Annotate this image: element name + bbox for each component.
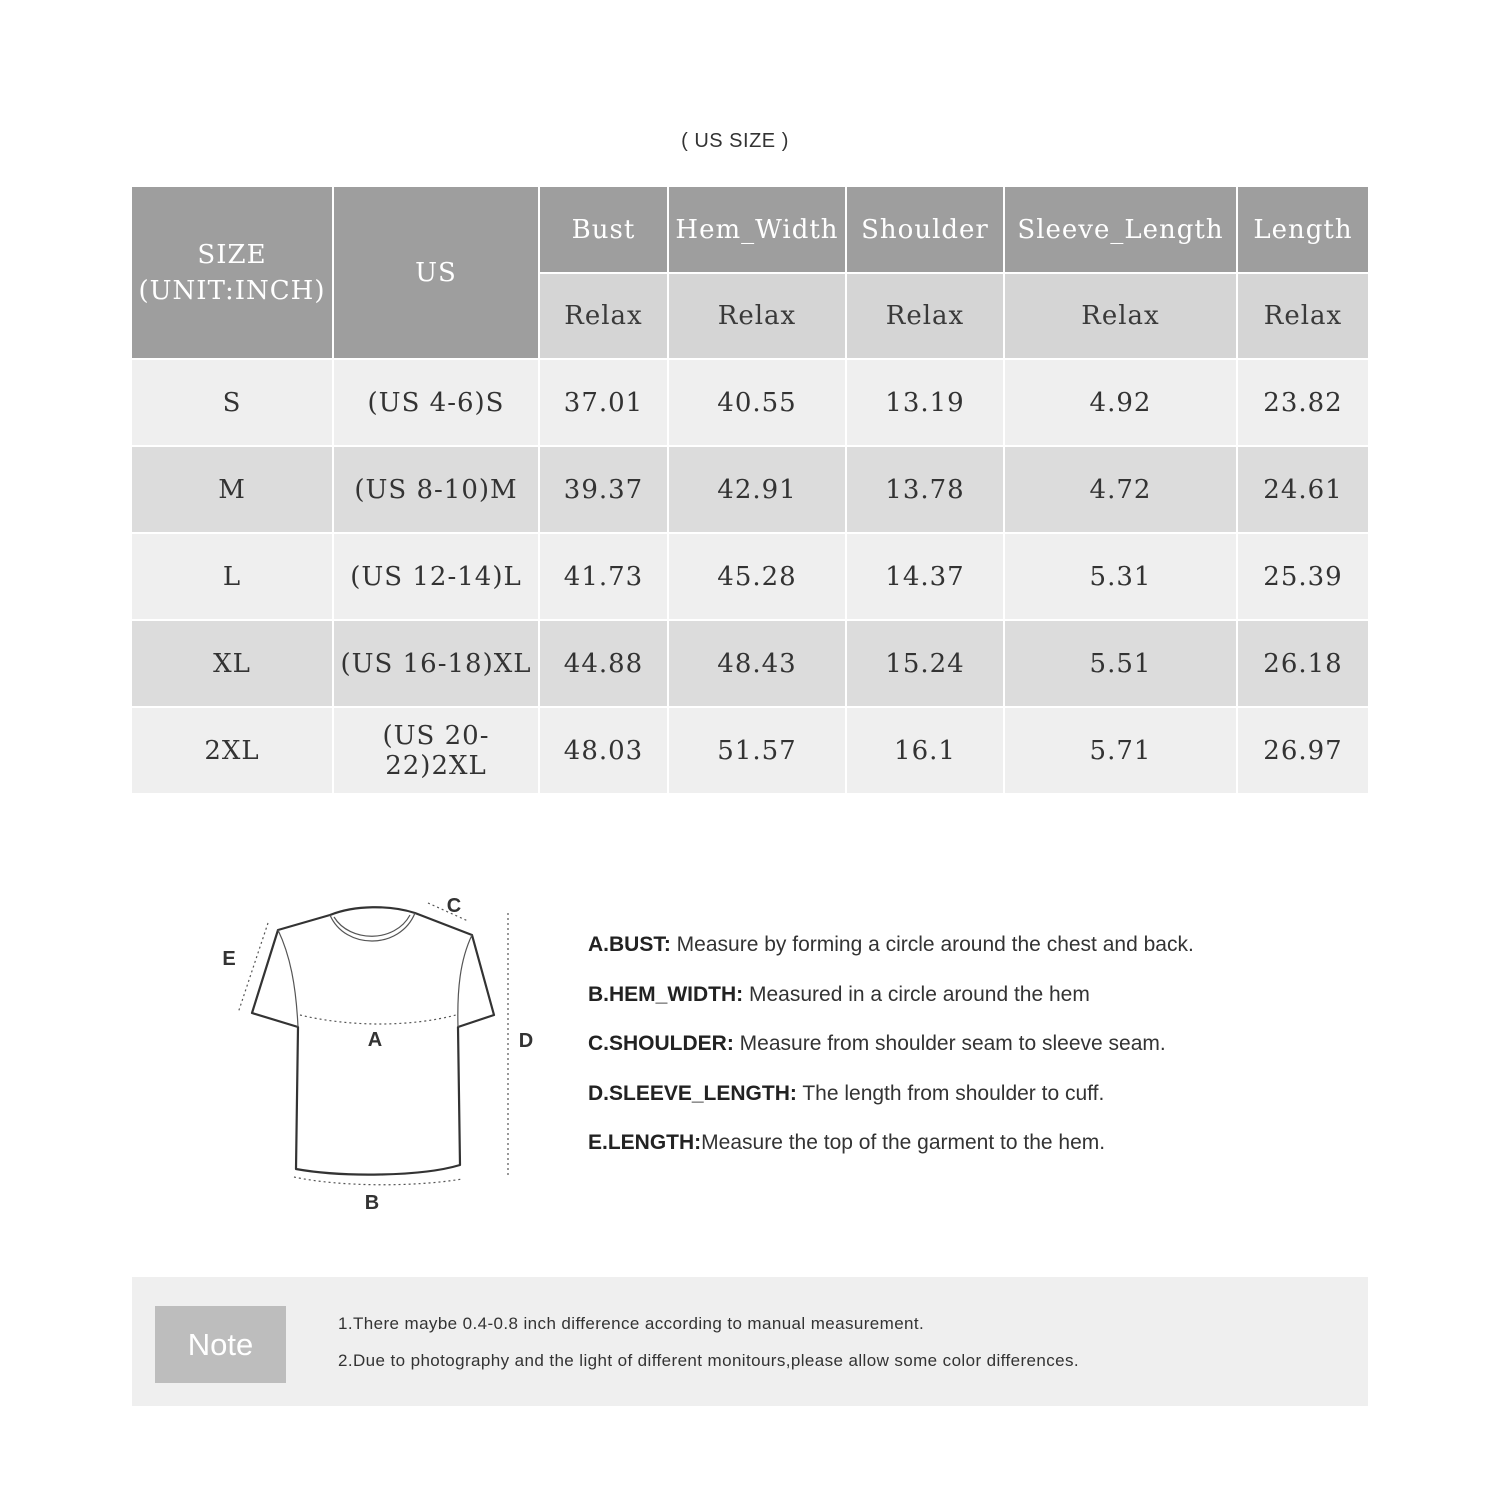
value-cell: 13.19	[846, 359, 1004, 446]
definition-text: Measure from shoulder seam to sleeve seam.	[733, 1032, 1166, 1055]
size-cell: XL	[132, 620, 333, 707]
note-line: 2.Due to photography and the light of different monitours,please allow some color differences.	[338, 1351, 1080, 1370]
table-row	[132, 359, 1368, 446]
value-cell: 40.55	[668, 359, 846, 446]
definition-sleeve-length	[588, 1077, 1368, 1127]
definition-key: E.LENGTH:	[588, 1131, 702, 1154]
size-header	[132, 187, 333, 359]
note-lines	[338, 1313, 1338, 1387]
value-cell: 25.39	[1237, 533, 1368, 620]
value-cell: 48.43	[668, 620, 846, 707]
size-table-container	[132, 187, 1368, 800]
column-header-hem-width: Hem_Width	[668, 187, 846, 273]
note-panel	[132, 1277, 1368, 1406]
subheader-relax: Relax	[1237, 273, 1368, 359]
value-cell: 16.1	[846, 707, 1004, 793]
value-cell: 26.97	[1237, 707, 1368, 793]
us-header: US	[333, 187, 539, 359]
value-cell: 45.28	[668, 533, 846, 620]
diagram-label-a: A	[367, 1029, 383, 1051]
value-cell: 5.71	[1004, 707, 1237, 793]
table-row	[132, 533, 1368, 620]
size-cell: M	[132, 446, 333, 533]
definition-text: The length from shoulder to cuff.	[796, 1081, 1105, 1105]
value-cell: 5.31	[1004, 533, 1237, 620]
us-cell: (US 20-22)2XL	[333, 707, 539, 793]
measurement-definitions	[588, 928, 1368, 1176]
size-header-line-2: (UNIT:INCH)	[138, 275, 326, 306]
us-cell: (US 12-14)L	[333, 533, 539, 620]
value-cell: 41.73	[539, 533, 668, 620]
size-cell: L	[132, 533, 333, 620]
note-line: 1.There maybe 0.4-0.8 inch difference according to manual measurement.	[338, 1314, 925, 1333]
column-header-length: Length	[1237, 187, 1368, 273]
size-header-line-1: SIZE	[197, 239, 267, 270]
value-cell: 44.88	[539, 620, 668, 707]
value-cell: 5.51	[1004, 620, 1237, 707]
subheader-relax: Relax	[539, 273, 668, 359]
definition-key: A.BUST:	[588, 933, 671, 956]
value-cell: 15.24	[846, 620, 1004, 707]
definition-length	[588, 1126, 1368, 1176]
definition-hem-width	[588, 978, 1368, 1028]
diagram-label-c: C	[446, 895, 462, 917]
subheader-relax: Relax	[846, 273, 1004, 359]
note-badge: Note	[155, 1306, 286, 1383]
value-cell: 23.82	[1237, 359, 1368, 446]
value-cell: 13.78	[846, 446, 1004, 533]
table-row	[132, 707, 1368, 793]
diagram-label-d: D	[518, 1030, 534, 1052]
definition-shoulder	[588, 1027, 1368, 1077]
us-cell: (US 4-6)S	[333, 359, 539, 446]
value-cell: 39.37	[539, 446, 668, 533]
value-cell: 37.01	[539, 359, 668, 446]
tshirt-measurement-diagram	[210, 885, 550, 1215]
column-header-bust: Bust	[539, 187, 668, 273]
subheader-relax: Relax	[1004, 273, 1237, 359]
diagram-label-b: B	[364, 1192, 380, 1214]
definition-bust	[588, 928, 1368, 978]
us-cell: (US 8-10)M	[333, 446, 539, 533]
diagram-label-e: E	[222, 948, 236, 970]
subheader-relax: Relax	[668, 273, 846, 359]
value-cell: 4.72	[1004, 446, 1237, 533]
value-cell: 48.03	[539, 707, 668, 793]
definition-key: D.SLEEVE_LENGTH:	[588, 1081, 797, 1105]
column-header-shoulder: Shoulder	[846, 187, 1004, 273]
header-row	[132, 187, 1368, 273]
value-cell: 24.61	[1237, 446, 1368, 533]
definition-key: B.HEM_WIDTH:	[588, 982, 744, 1006]
table-row	[132, 446, 1368, 533]
value-cell: 4.92	[1004, 359, 1237, 446]
definition-text: Measure the top of the garment to the hem.	[701, 1131, 1106, 1154]
column-header-sleeve-length: Sleeve_Length	[1004, 187, 1237, 273]
size-table	[132, 187, 1368, 793]
value-cell: 51.57	[668, 707, 846, 793]
size-cell: S	[132, 359, 333, 446]
us-cell: (US 16-18)XL	[333, 620, 539, 707]
definition-key: C.SHOULDER:	[588, 1032, 734, 1055]
value-cell: 14.37	[846, 533, 1004, 620]
value-cell: 42.91	[668, 446, 846, 533]
definition-text: Measure by forming a circle around the chest and back.	[670, 933, 1194, 956]
value-cell: 26.18	[1237, 620, 1368, 707]
definition-text: Measured in a circle around the hem	[743, 982, 1090, 1006]
size-cell: 2XL	[132, 707, 333, 793]
table-row	[132, 620, 1368, 707]
chart-caption: ( US SIZE )	[681, 130, 789, 152]
